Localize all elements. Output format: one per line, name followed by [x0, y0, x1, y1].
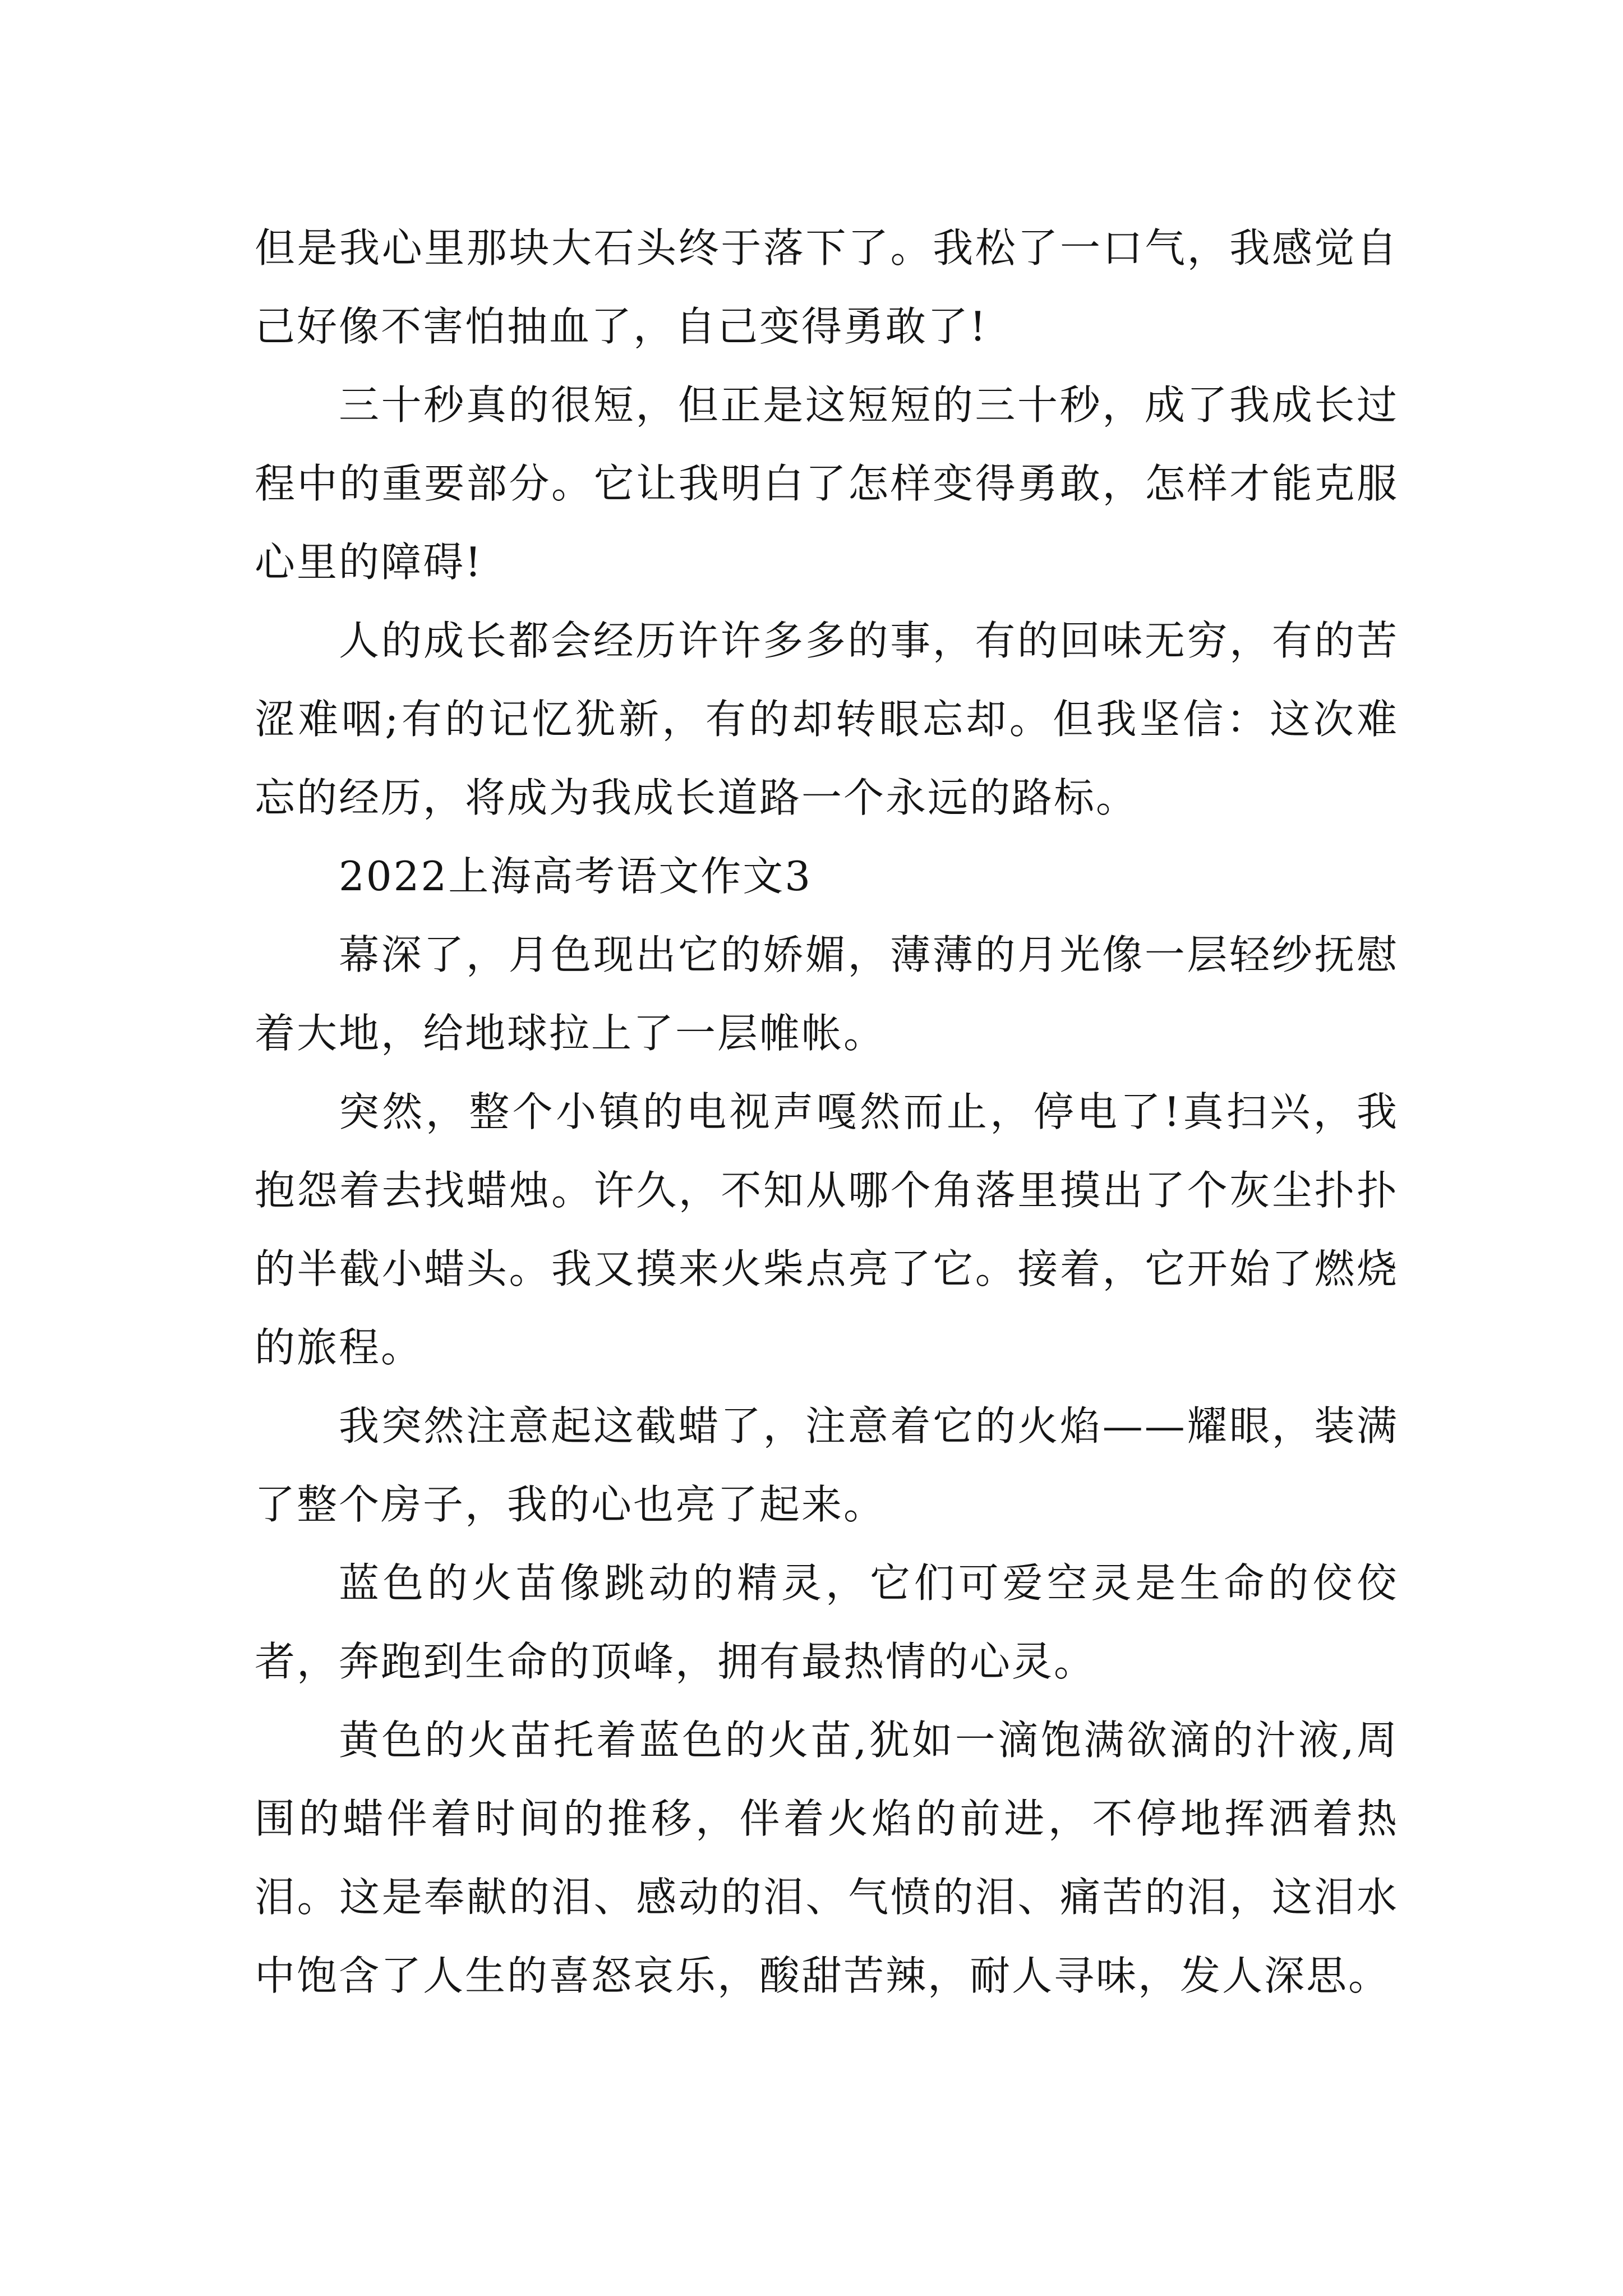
section-heading: 2022上海高考语文作文3	[339, 853, 813, 900]
paragraph-8: 黄色的火苗托着蓝色的火苗,犹如一滴饱满欲滴的汁液,周围的蜡伴着时间的推移，伴着火焰的前进，不停地挥洒着热泪。这是奉献的泪、感动的泪、气愤的泪、痛苦的泪，这泪水中饱含了人生的喜怒哀乐，酸甜苦辣，耐人寻味，发人深思。	[255, 1717, 1399, 1999]
paragraph-5: 突然，整个小镇的电视声嘎然而止，停电了!真扫兴，我抱怨着去找蜡烛。许久，不知从哪个角落里摸出了个灰尘扑扑的半截小蜡头。我又摸来火柴点亮了它。接着，它开始了燃烧的旅程。	[255, 1088, 1399, 1371]
paragraph-4: 幕深了，月色现出它的娇媚，薄薄的月光像一层轻纱抚慰着大地，给地球拉上了一层帷帐。	[255, 931, 1399, 1057]
paragraph-3: 人的成长都会经历许许多多的事，有的回味无穷，有的苦涩难咽;有的记忆犹新，有的却转眼忘却。但我坚信：这次难忘的经历，将成为我成长道路一个永远的路标。	[255, 617, 1399, 821]
document-body	[255, 209, 1399, 2015]
paragraph-6: 我突然注意起这截蜡了，注意着它的火焰——耀眼，装满了整个房子，我的心也亮了起来。	[255, 1402, 1399, 1528]
paragraph-2: 三十秒真的很短，但正是这短短的三十秒，成了我成长过程中的重要部分。它让我明白了怎样变得勇敢，怎样才能克服心里的障碍!	[255, 381, 1399, 586]
paragraph-1: 但是我心里那块大石头终于落下了。我松了一口气，我感觉自己好像不害怕抽血了，自己变得勇敢了!	[255, 224, 1399, 350]
paragraph-7: 蓝色的火苗像跳动的精灵，它们可爱空灵是生命的佼佼者，奔跑到生命的顶峰，拥有最热情的心灵。	[255, 1559, 1399, 1685]
